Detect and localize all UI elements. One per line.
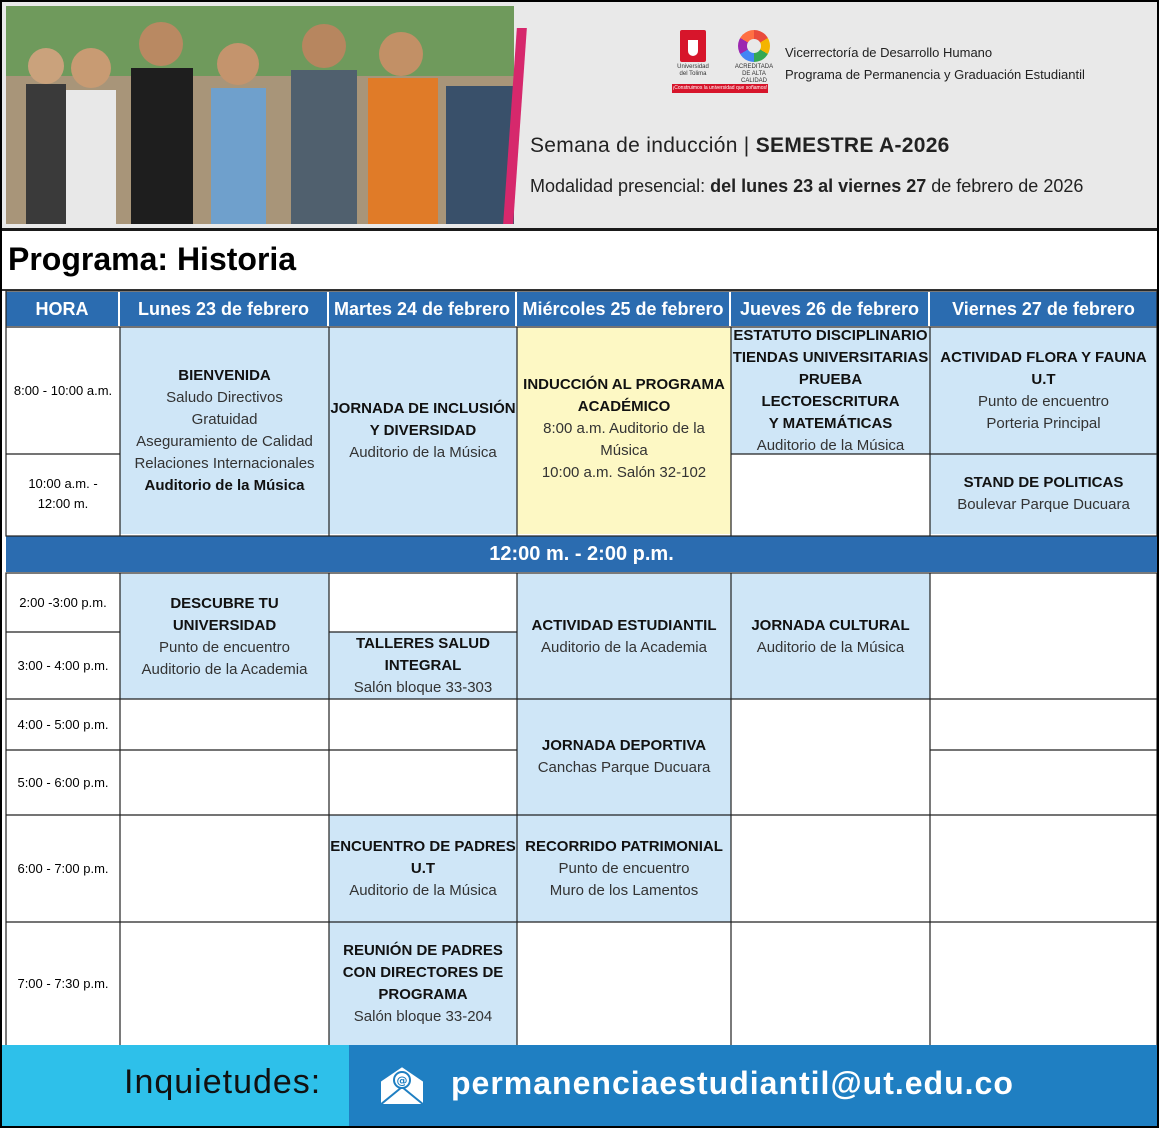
- event-place: Auditorio de la Música: [349, 444, 497, 461]
- event-title: ESTATUTO DISCIPLINARIO: [733, 327, 928, 344]
- acreditada-logo-text: ACREDITADA DE ALTA CALIDAD: [734, 64, 774, 84]
- empty-cell: [930, 750, 1157, 815]
- event-line: Punto de encuentro: [978, 393, 1109, 410]
- empty-cell: [731, 815, 930, 922]
- event-title: JORNADA DEPORTIVA: [541, 737, 707, 754]
- event-place: Canchas Parque Ducuara: [537, 759, 711, 776]
- event-estatuto: [731, 328, 930, 454]
- program-title-row: [2, 231, 1157, 291]
- contact-email[interactable]: permanenciaestudiantil@ut.edu.co: [451, 1065, 1014, 1101]
- header-jueves: Jueves 26 de febrero: [731, 292, 930, 326]
- semana-prefix: Semana de inducción |: [530, 134, 756, 157]
- event-title: ACTIVIDAD ESTUDIANTIL: [531, 616, 717, 634]
- empty-cell: [329, 750, 517, 815]
- event-reunion-padres: [329, 922, 517, 1046]
- lunch-band: 12:00 m. - 2:00 p.m.: [6, 536, 1157, 572]
- time-4-5: 4:00 - 5:00 p.m.: [6, 699, 120, 750]
- event-jornada-cultural: [731, 574, 930, 699]
- empty-cell: [329, 699, 517, 750]
- email-envelope-icon: [377, 1063, 427, 1107]
- vicerrectoria-line: Vicerrectoría de Desarrollo Humano: [785, 45, 993, 60]
- event-title: CON DIRECTORES DE: [342, 964, 504, 981]
- event-title: Y DIVERSIDAD: [369, 422, 477, 439]
- inquietudes-label: Inquietudes:: [124, 1063, 322, 1101]
- event-title: ACADÉMICO: [577, 398, 671, 415]
- time-3-4: 3:00 - 4:00 p.m.: [6, 632, 120, 699]
- time-7-730: 7:00 - 7:30 p.m.: [6, 922, 120, 1046]
- event-place: Auditorio de la Música: [756, 437, 905, 454]
- event-talleres-salud: [329, 632, 517, 699]
- program-title: Programa: Historia: [8, 241, 297, 277]
- event-place: Auditorio de la Música: [756, 638, 905, 656]
- modalidad-dates: del lunes 23 al viernes 27: [710, 176, 927, 196]
- event-descubre-universidad: [120, 574, 329, 699]
- ut-logo: [674, 30, 712, 78]
- event-line: Porteria Principal: [986, 415, 1101, 432]
- event-line: 10:00 a.m. Salón 32-102: [541, 464, 707, 481]
- modalidad-prefix: Modalidad presencial:: [530, 176, 711, 196]
- event-line: Muro de los Lamentos: [549, 881, 699, 899]
- ut-logo-mark-icon: [680, 30, 706, 62]
- footer-label-area: [2, 1045, 349, 1126]
- ut-tagline: ¡Construimos la universidad que soñamos!: [672, 85, 768, 91]
- event-title: U.T: [1031, 371, 1056, 388]
- time-6-7: 6:00 - 7:00 p.m.: [6, 815, 120, 922]
- empty-cell: [930, 815, 1157, 922]
- empty-cell: [120, 750, 329, 815]
- event-title: INTEGRAL: [384, 656, 462, 674]
- header-hora: HORA: [6, 292, 120, 326]
- event-title: TIENDAS UNIVERSITARIAS: [732, 349, 929, 366]
- semana-induccion-title: [530, 134, 950, 158]
- empty-cell: [120, 699, 329, 750]
- empty-cell: [930, 922, 1157, 1046]
- event-title: INDUCCIÓN AL PROGRAMA: [523, 376, 725, 393]
- empty-cell: [731, 699, 930, 815]
- empty-cell: [930, 699, 1157, 750]
- event-line: Gratuidad: [191, 411, 258, 428]
- programa-permanencia-line: Programa de Permanencia y Graduación Estudiantil: [785, 67, 1085, 82]
- event-flora-fauna: [930, 328, 1157, 454]
- event-title: JORNADA DE INCLUSIÓN: [330, 400, 516, 417]
- ut-logo-text: Universidad del Tolima: [677, 64, 709, 77]
- event-line: Auditorio de la Academia: [141, 660, 308, 678]
- header-miercoles: Miércoles 25 de febrero: [517, 292, 731, 326]
- event-place: Salón bloque 33-204: [353, 1008, 493, 1025]
- modalidad-text: [530, 176, 1083, 197]
- svg-text:@: @: [396, 1074, 408, 1087]
- event-title: RECORRIDO PATRIMONIAL: [525, 837, 723, 855]
- time-5-6: 5:00 - 6:00 p.m.: [6, 750, 120, 815]
- event-title: TALLERES SALUD: [356, 634, 490, 652]
- empty-cell: [731, 922, 930, 1046]
- students-photo: [6, 6, 514, 224]
- event-recorrido-patrimonial: [517, 815, 731, 922]
- event-line: Aseguramiento de Calidad: [136, 433, 313, 450]
- event-line: Música: [600, 442, 648, 459]
- empty-cell: [120, 815, 329, 922]
- event-line: Punto de encuentro: [159, 638, 290, 656]
- event-title: PRUEBA LECTOESCRITURA: [761, 371, 900, 410]
- header-banner: [2, 2, 1157, 231]
- event-place: Boulevar Parque Ducuara: [957, 496, 1130, 513]
- header-viernes: Viernes 27 de febrero: [930, 292, 1157, 326]
- event-title: BIENVENIDA: [178, 367, 271, 384]
- header-lunes: Lunes 23 de febrero: [120, 292, 329, 326]
- event-place: Auditorio de la Música: [349, 881, 497, 899]
- vicerrectoria-text: [785, 42, 1085, 86]
- event-line: Punto de encuentro: [558, 859, 690, 877]
- modalidad-suffix: de febrero de 2026: [926, 176, 1084, 196]
- event-title: PROGRAMA: [378, 986, 468, 1003]
- event-title: REUNIÓN DE PADRES: [343, 942, 503, 959]
- event-title: JORNADA CULTURAL: [751, 616, 910, 634]
- acreditada-ring-icon: [738, 30, 770, 62]
- logos: [672, 30, 774, 91]
- header-martes: Martes 24 de febrero: [329, 292, 517, 326]
- empty-cell: [120, 922, 329, 1046]
- footer-email-area: [349, 1045, 1157, 1126]
- acreditada-logo: [734, 30, 774, 85]
- event-line: 8:00 a.m. Auditorio de la: [543, 420, 705, 437]
- event-jornada-deportiva: [517, 699, 731, 815]
- event-induccion-programa: [517, 328, 731, 534]
- event-place: Auditorio de la Academia: [541, 638, 707, 656]
- event-actividad-estudiantil: [517, 574, 731, 699]
- event-bienvenida: [120, 328, 329, 534]
- event-title: U.T: [410, 859, 436, 877]
- event-stand-politicas: [930, 454, 1157, 534]
- event-line: Saludo Directivos: [166, 389, 283, 406]
- time-10-12: 10:00 a.m. - 12:00 m.: [6, 454, 120, 534]
- event-title: DESCUBRE TU UNIVERSIDAD: [170, 594, 279, 634]
- event-jornada-inclusion: [329, 328, 517, 534]
- time-8-10: 8:00 - 10:00 a.m.: [6, 328, 120, 454]
- event-place: Auditorio de la Música: [144, 477, 305, 494]
- empty-cell: [517, 922, 731, 1046]
- time-2-3: 2:00 -3:00 p.m.: [6, 574, 120, 632]
- event-title: STAND DE POLITICAS: [963, 474, 1124, 491]
- event-title: ACTIVIDAD FLORA Y FAUNA: [940, 349, 1147, 366]
- empty-cell: [930, 574, 1157, 699]
- event-title: Y MATEMÁTICAS: [768, 415, 893, 432]
- event-place: Salón bloque 33-303: [353, 678, 493, 696]
- event-title: ENCUENTRO DE PADRES: [330, 837, 516, 855]
- semestre-label: SEMESTRE A-2026: [755, 134, 950, 157]
- event-encuentro-padres: [329, 815, 517, 922]
- empty-cell: [731, 454, 930, 534]
- event-line: Relaciones Internacionales: [134, 455, 315, 472]
- empty-cell: [329, 574, 517, 632]
